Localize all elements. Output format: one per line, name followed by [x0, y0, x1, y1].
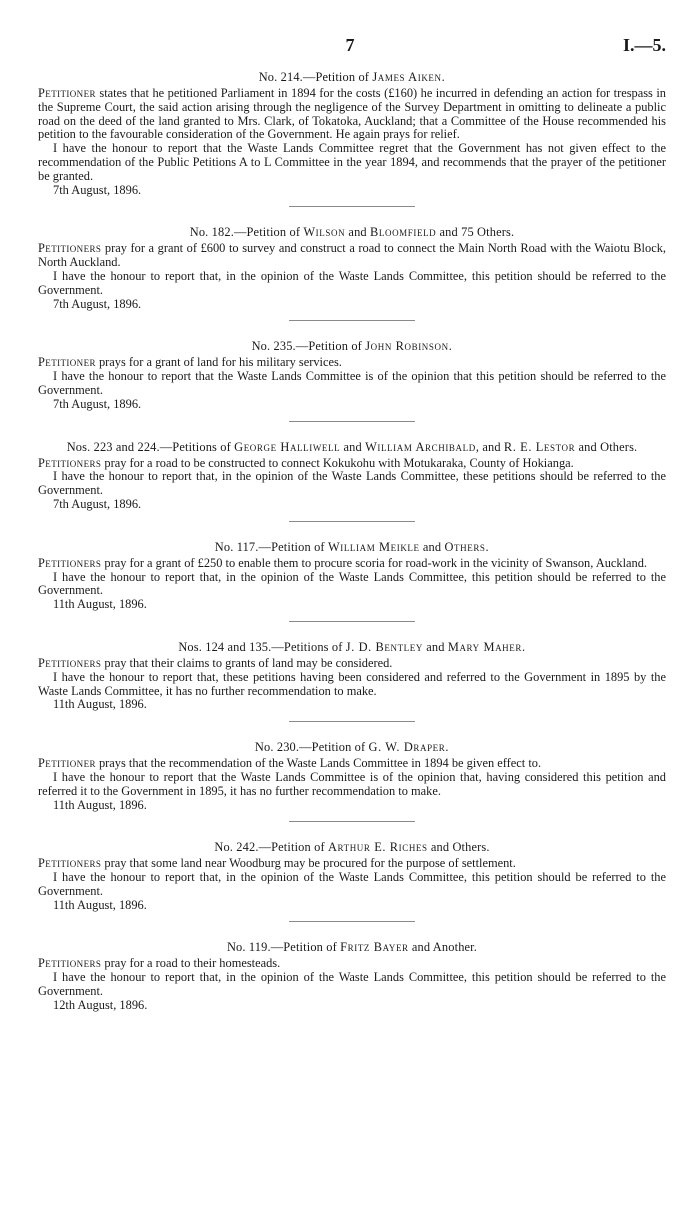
petition-title: No. 214.—Petition of James Aiken. — [258, 70, 446, 84]
committee-report: I have the honour to report that, in the opinion of the Waste Lands Committee, these petitions should be referred to the Government. — [38, 469, 666, 498]
section-divider — [289, 821, 415, 822]
section-divider — [289, 206, 415, 207]
petition-entry — [38, 440, 666, 512]
petition-entry — [38, 540, 666, 612]
petition-title: No. 242.—Petition of Arthur E. Riches and Others. — [214, 840, 490, 855]
petition-title: No. 235.—Petition of John Robinson. — [251, 339, 453, 354]
petitioner-name: John Robinson. — [365, 339, 453, 354]
report-date: 11th August, 1896. — [53, 797, 147, 812]
petition-title: No. 119.—Petition of Fritz Bayer and Another. — [226, 940, 478, 955]
petitioner-name: J. D. Bentley — [345, 639, 423, 654]
petition-request: Petitioners pray for a grant of £600 to survey and construct a road to connect the Main North Road with the Waiotu Block, North Auckland. — [38, 241, 666, 270]
petitioner-name: Mary Maher. — [447, 639, 526, 654]
report-date: 11th August, 1896. — [53, 597, 147, 612]
petition-entry — [38, 740, 666, 812]
report-date: 7th August, 1896. — [53, 396, 142, 411]
petition-title: Nos. 124 and 135.—Petitions of J. D. Bentley and Mary Maher. — [178, 639, 526, 654]
committee-report: I have the honour to report that the Waste Lands Committee regret that the Government has not given effect to the recommendation of the Public Petitions A to L Committee in the year 1894, and recommends that the prayer of the petitioner be granted. — [38, 141, 666, 183]
petition-request: Petitioners pray for a road to be constructed to connect Kokukohu with Motukaraka, County of Hokianga. — [38, 455, 574, 470]
petition-request: Petitioners pray that their claims to grants of land may be considered. — [38, 655, 393, 670]
section-divider — [289, 320, 415, 321]
petition-title: No. 230.—Petition of G. W. Draper. — [254, 740, 450, 755]
page-number: 7 — [345, 35, 355, 55]
petitioner-name: Others. — [444, 539, 490, 554]
petitioner-name: William Archibald — [365, 439, 476, 454]
petition-list — [38, 70, 666, 1013]
petitioner-name: William Meikle — [327, 539, 420, 554]
petition-entry — [38, 840, 666, 912]
petition-title: Nos. 223 and 224.—Petitions of George Halliwell and William Archibald, and R. E. Lestor and Others. — [66, 439, 638, 454]
committee-report: I have the honour to report that, in the opinion of the Waste Lands Committee, this petition should be referred to the Government. — [38, 870, 666, 898]
section-divider — [289, 721, 415, 722]
section-divider — [289, 421, 415, 422]
report-date: 12th August, 1896. — [53, 997, 148, 1012]
committee-report: I have the honour to report that, in the opinion of the Waste Lands Committee, this petition should be referred to the Government. — [38, 268, 666, 297]
petitioner-name: Wilson — [303, 225, 346, 240]
petitioner-name: R. E. Lestor — [503, 439, 576, 454]
section-divider — [289, 921, 415, 922]
report-date: 11th August, 1896. — [53, 697, 147, 712]
petition-request: Petitioner prays that the recommendation of the Waste Lands Committee in 1894 be given effect to. — [38, 756, 542, 771]
report-date: 7th August, 1896. — [53, 296, 142, 311]
petitioner-name: Bloomfield — [370, 225, 437, 240]
petitioner-name: Fritz Bayer — [340, 940, 409, 955]
report-date: 7th August, 1896. — [53, 182, 142, 197]
petitioner-name: James Aiken. — [372, 70, 446, 84]
page-header — [0, 35, 700, 57]
committee-report: I have the honour to report that, these petitions having been considered and referred to the Government in 1895 by the Waste Lands Committee, it has no further recommendation to make. — [38, 669, 666, 698]
committee-report: I have the honour to report that, in the opinion of the Waste Lands Committee, this petition should be referred to the Government. — [38, 569, 666, 598]
section-divider — [289, 621, 415, 622]
petition-entry — [38, 940, 666, 1012]
petition-request: Petitioner states that he petitioned Parliament in 1894 for the costs (£160) he incurred in defending an action for trespass in the Supreme Court, the said action arising through the negligence of the Survey Department in omitting to delineate a public road on the deed of the land granted to Mrs. Clark, of Tokatoka, Auckland; that a Committee of the House recommended his petition to the favourable consideration of the Government. He again prays for relief. — [38, 86, 666, 142]
petition-entry — [38, 225, 666, 311]
petition-request: Petitioners pray that some land near Woodburg may be procured for the purpose of settlement. — [38, 856, 516, 871]
committee-report: I have the honour to report that the Waste Lands Committee is of the opinion that, having considered this petition and referred it to the Government in 1895, it has no further recommendation to make. — [38, 769, 666, 798]
report-date: 7th August, 1896. — [53, 496, 142, 511]
petition-title: No. 182.—Petition of Wilson and Bloomfield and 75 Others. — [189, 225, 515, 240]
petition-title: No. 117.—Petition of William Meikle and Others. — [214, 539, 490, 554]
document-reference: I.—5. — [622, 35, 666, 55]
report-date: 11th August, 1896. — [53, 897, 147, 912]
petitioner-name: Arthur E. Riches — [327, 840, 428, 855]
committee-report: I have the honour to report that, in the opinion of the Waste Lands Committee, this petition should be referred to the Government. — [38, 970, 666, 999]
section-divider — [289, 521, 415, 522]
petition-entry — [38, 70, 666, 197]
petitioner-name: G. W. Draper. — [368, 740, 450, 755]
petition-entry — [38, 339, 666, 411]
committee-report: I have the honour to report that the Waste Lands Committee is of the opinion that this petition should be referred to the Government. — [38, 369, 666, 397]
petition-entry — [38, 640, 666, 712]
petition-request: Petitioners pray for a road to their homesteads. — [38, 956, 281, 971]
petition-request: Petitioner prays for a grant of land for his military services. — [38, 355, 342, 370]
petition-request: Petitioners pray for a grant of £250 to enable them to procure scoria for road-work in the vicinity of Swanson, Auckland. — [38, 555, 648, 570]
petitioner-name: George Halliwell — [234, 439, 341, 454]
